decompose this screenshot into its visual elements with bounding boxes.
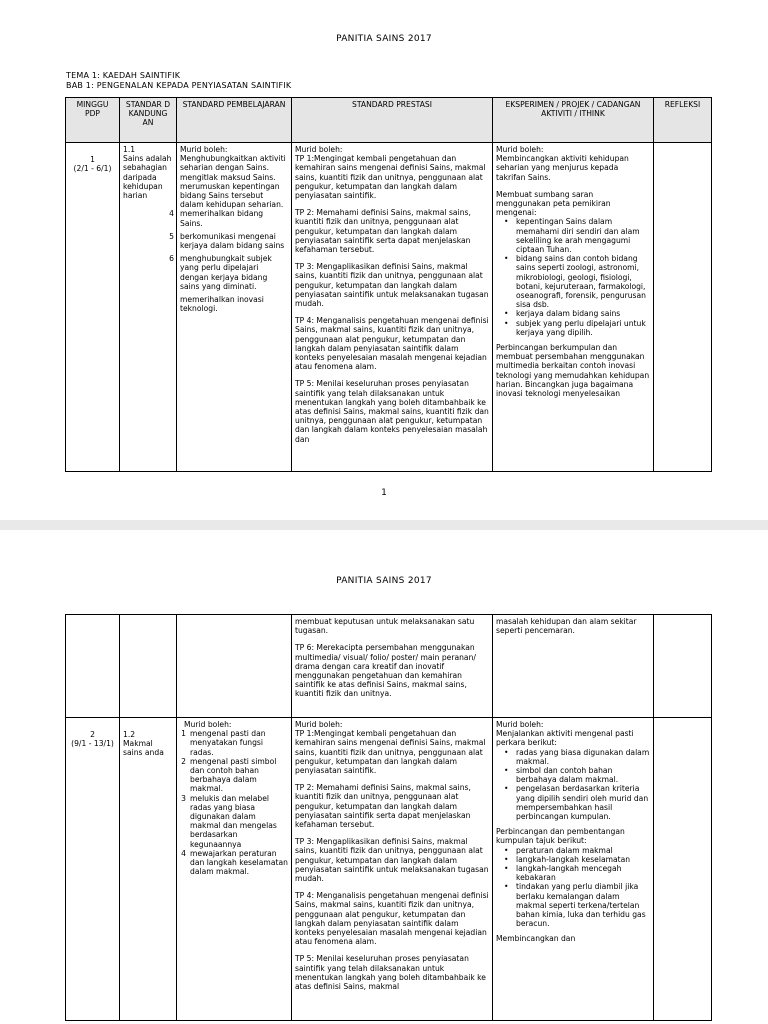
header-standard-pembelajaran: STANDARD PEMBELAJARAN [176,97,292,143]
sp-item: Menghubungkaitkan aktiviti seharian dengan Sains. [180,154,286,173]
sp-item: 2 mengenal pasti simbol dan contoh bahan berbahaya dalam makmal. [181,756,277,794]
tp1: TP 1:Mengingat kembali pengetahuan dan kemahiran sains mengenai definisi Sains, makmal sains, kuantiti fizik dan unitnya, penggunaan alat pengukur, ketumpatan dan langkah dalam penyiasatan saintifik. [295,729,486,776]
tp5: TP 5: Menilai keseluruhan proses penyiasatan saintifik yang telah dilaksanakan untuk menentukan langkah yang boleh ditambahbaik ke atas definisi Sains, makmal sains, kuantiti fizik dan unitnya, penggunaan alat pengukur, ketumpatan dan langkah dalam konteks penyelesaian masalah dan [295,379,489,444]
tp3: TP 3: Mengaplikasikan definisi Sains, makmal sains, kuantiti fizik dan unitnya, penggunaan alat pengukur, ketumpatan dan langkah dalam penyiasatan saintifik untuk melaksanakan tugasan mudah. [295,262,489,309]
sp-item: 6 menghubungkait subjek yang perlu dipelajari dengan kerjaya bidang sains yang diminati. [169,254,272,291]
bullet-icon: • [504,854,509,864]
week-dates: (2/1 - 6/1) [73,164,112,174]
eks-p1: Menjalankan aktiviti mengenal pasti perkara berikut: [496,729,634,748]
list-item: • peraturan dalam makmal [504,845,613,855]
row1-refleksi [653,142,712,472]
cont-standard-kandungan [119,614,177,718]
week-number: 1 [90,155,95,164]
eks-cont: masalah kehidupan dan alam sekitar seperti pencemaran. [496,617,637,636]
cont-eksperimen [492,614,654,718]
theme-title: TEMA 1: KAEDAH SAINTIFIK [66,71,181,80]
week-dates: (9/1 - 13/1) [71,739,114,749]
eks-bullets-1 [496,748,650,822]
bullet-icon: • [504,784,509,794]
row2-standard-prestasi [291,717,493,1021]
sk-code: 1.2 [123,730,136,739]
row2-refleksi [653,717,712,1021]
bullet-icon: • [504,766,509,776]
sp-item: 5 berkomunikasi mengenai kerjaya dalam bidang sains [169,231,285,251]
list-item: • simbol dan contoh bahan berbahaya dalam makmal. [504,766,619,785]
bullet-icon: • [504,747,509,757]
row2-minggu [65,717,120,1021]
sp-item: 3 melukis dan melabel radas yang biasa digunakan dalam makmal dan mengelas berdasarkan kegunaannya [181,793,277,849]
list-item: • pengelasan berdasarkan kriteria yang dipilih sendiri oleh murid dan mempersembahkan hasil perbincangan kumpulan. [504,784,649,822]
eks-p1: Membincangkan aktiviti kehidupan seharian yang menjurus kepada takrifan Sains. [496,154,629,182]
eks-p3: Perbincangan berkumpulan dan membuat persembahan menggunakan multimedia berkaitan contoh inovasi teknologi yang memudahkan kehidupan harian. Bincangkan juga bagaimana inovasi teknologi menyelesaikan [496,343,650,399]
sp-item: mengitlak maksud Sains. [180,172,276,182]
bullet-icon: • [504,318,509,328]
bullet-icon: • [504,309,509,319]
bullet-icon: • [504,217,509,227]
eks-bullets-2 [496,846,650,929]
header-standard-prestasi: STANDARD PRESTASI [291,97,493,143]
row1-standard-kandungan [119,142,177,472]
list-item: • radas yang biasa digunakan dalam makmal. [504,747,650,766]
page-header: PANITIA SAINS 2017 [336,34,432,44]
row1-minggu [65,142,120,472]
tp6: TP 6: Merekacipta persembahan menggunakan multimedia/ visual/ folio/ poster/ main peranan/ drama dengan cara kreatif dan inovatif menggunakan pengetahuan dan kemahiran saintifik ke atas definisi Sains, makmal sains, kuantiti fizik dan unitnya. [295,643,476,699]
page-number: 1 [381,488,387,498]
sp-intro: Murid boleh: [184,720,232,729]
sp-intro: Murid boleh: [180,145,228,154]
eks-bullets [496,217,650,337]
spr-intro: Murid boleh: [295,720,343,729]
bullet-icon: • [504,254,509,264]
list-item: • subjek yang perlu dipelajari untuk kerjaya yang dipilih. [504,318,646,337]
bullet-icon: • [504,882,509,892]
cont-standard-pembelajaran [176,614,292,718]
list-item: • kepentingan Sains dalam memahami diri sendiri dan alam sekeliling ke arah mengagumi ciptaan Tuhan. [504,217,640,255]
week-number: 2 [90,730,95,739]
row2-standard-pembelajaran [176,717,292,1021]
tp2: TP 2: Memahami definisi Sains, makmal sains, kuantiti fizik dan unitnya, penggunaan alat pengukur, ketumpatan dan langkah dalam penyiasatan saintifik serta dapat menjelaskan kefahaman tersebut. [295,208,471,255]
sp-item: 1 mengenal pasti dan menyatakan fungsi radas. [181,729,266,757]
sp-item: 4 mewajarkan peraturan dan langkah keselamatan dalam makmal. [181,848,288,877]
eks-intro: Murid boleh: [496,720,544,729]
eks-p2: Perbincangan dan pembentangan kumpulan tajuk berikut: [496,827,625,846]
tp5: TP 5: Menilai keseluruhan proses penyiasatan saintifik yang telah dilaksanakan untuk menentukan langkah yang boleh ditambahbaik ke atas definisi Sains, makmal [295,954,486,992]
sk-title: Makmal sains anda [123,739,164,758]
tp3: TP 3: Mengaplikasikan definisi Sains, makmal sains, kuantiti fizik dan unitnya, penggunaan alat pengukur, ketumpatan dan langkah dalam penyiasatan saintifik untuk melaksanakan tugasan mudah. [295,837,489,884]
header-minggu: MINGGU PDP [65,97,120,143]
tp4: TP 4: Menganalisis pengetahuan mengenai definisi Sains, makmal sains, kuantiti fizik dan unitnya, penggunaan alat pengukur, ketumpatan dan langkah dalam penyiasatan saintifik dalam konteks penyelesaian masalah mengenai kejadian atau fenomena alam. [295,316,489,372]
row2-standard-kandungan [119,717,177,1021]
eks-intro: Murid boleh: [496,145,544,154]
row1-standard-prestasi [291,142,493,472]
spr-cont: membuat keputusan untuk melaksanakan satu tugasan. [295,617,475,636]
header-eksperimen: EKSPERIMEN / PROJEK / CADANGAN AKTIVITI / ITHINK [492,97,654,143]
row1-standard-pembelajaran [169,142,292,472]
row2-eksperimen [492,717,654,1021]
header-refleksi: REFLEKSI [653,97,712,143]
page-2 [0,530,768,1024]
list-item: • tindakan yang perlu diambil jika berlaku kemalangan dalam makmal seperti terkena/tertelan bahan kimia, luka dan terhidu gas beracun. [504,882,646,929]
eks-p2: Membuat sumbang saran menggunakan peta pemikiran mengenai: [496,189,611,218]
sp-item: merumuskan kepentingan bidang Sains tersebut dalam kehidupan seharian. [180,181,284,210]
cont-refleksi [653,614,712,718]
tp1: TP 1:Mengingat kembali pengetahuan dan kemahiran sains mengenai definisi Sains, makmal sains, kuantiti fizik dan unitnya, penggunaan alat pengukur, ketumpatan dan langkah dalam penyiasatan saintifik. [295,154,486,201]
list-item: • langkah-langkah mencegah kebakaran [504,864,622,883]
header-standard-kandungan: STANDAR D KANDUNG AN [119,97,177,143]
page-header: PANITIA SAINS 2017 [336,576,432,586]
sk-code: 1.1 [123,145,136,154]
list-item: • kerjaya dalam bidang sains [504,309,621,319]
sp-item: 4 memerihalkan bidang Sains. [169,209,264,228]
bullet-icon: • [504,845,509,855]
tp2: TP 2: Memahami definisi Sains, makmal sains, kuantiti fizik dan unitnya, penggunaan alat pengukur, ketumpatan dan langkah dalam penyiasatan saintifik serta dapat menjelaskan kefahaman tersebut. [295,783,471,830]
tp4: TP 4: Menganalisis pengetahuan mengenai definisi Sains, makmal sains, kuantiti fizik dan unitnya, penggunaan alat pengukur, ketumpatan dan langkah dalam penyiasatan saintifik dalam konteks penyelesaian masalah mengenai kejadian atau fenomena alam. [295,891,489,947]
row1-eksperimen [492,142,654,472]
list-item: • bidang sains dan contoh bidang sains seperti zoologi, astronomi, mikrobiologi, geologi, fisiologi, botani, kejuruteraan, farmakologi, oseanografi, forensik, pengurusan sisa dsb. [504,254,646,310]
eks-p3: Membincangkan dan [496,934,576,944]
sp-item: memerihalkan inovasi teknologi. [180,295,264,314]
cont-standard-prestasi [291,614,493,718]
chapter-title: BAB 1: PENGENALAN KEPADA PENYIASATAN SAINTIFIK [66,81,292,90]
bullet-icon: • [504,864,509,874]
sk-title: Sains adalah sebahagian daripada kehidupan harian [123,154,172,201]
list-item: • langkah-langkah keselamatan [504,854,631,864]
spr-intro: Murid boleh: [295,145,343,154]
cont-minggu [65,614,120,718]
